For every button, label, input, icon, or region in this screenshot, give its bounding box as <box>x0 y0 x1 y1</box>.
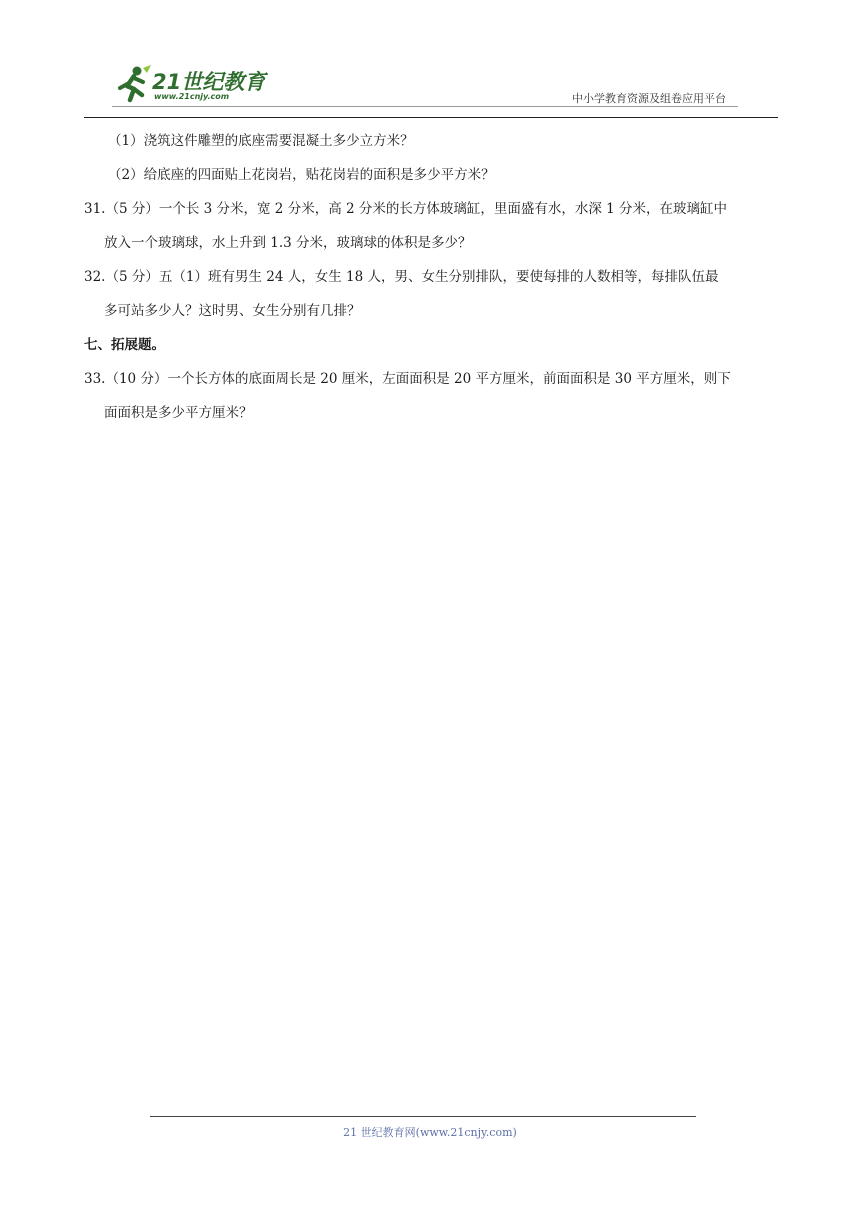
page-header <box>0 0 860 120</box>
footer-text: 21 世纪教育网(www.21cnjy.com) <box>343 1126 517 1139</box>
header-divider <box>84 117 778 118</box>
question-32: 32.（5 分）五（1）班有男生 24 人，女生 18 人，男、女生分别排队，要使每排的人数相等，每排队伍最 <box>84 269 719 285</box>
question-32-continued: 多可站多少人？这时男、女生分别有几排？ <box>104 303 361 319</box>
footer-divider <box>150 1116 696 1117</box>
runner-logo-icon <box>112 64 152 104</box>
logo-text: 21世纪教育 <box>152 70 266 94</box>
document-body <box>84 124 784 430</box>
section-heading: 七、拓展题。 <box>84 337 165 353</box>
question-31-continued: 放入一个玻璃球，水上升到 1.3 分米，玻璃球的体积是多少？ <box>104 235 472 251</box>
header-divider-thin <box>112 106 738 107</box>
question-30-part-1: （1）浇筑这件雕塑的底座需要混凝土多少立方米？ <box>108 133 414 149</box>
logo <box>112 64 272 106</box>
logo-url: www.21cnjy.com <box>154 92 230 101</box>
question-30-part-2: （2）给底座的四面贴上花岗岩，贴花岗岩的面积是多少平方米？ <box>108 167 495 183</box>
question-31: 31.（5 分）一个长 3 分米，宽 2 分米，高 2 分米的长方体玻璃缸，里面盛有水，水深 1 分米，在玻璃缸中 <box>84 201 728 217</box>
question-33-continued: 面面积是多少平方厘米？ <box>104 405 253 421</box>
header-slogan: 中小学教育资源及组卷应用平台 <box>572 92 726 105</box>
question-33: 33.（10 分）一个长方体的底面周长是 20 厘米，左面面积是 20 平方厘米，前面面积是 30 平方厘米，则下 <box>84 371 731 387</box>
